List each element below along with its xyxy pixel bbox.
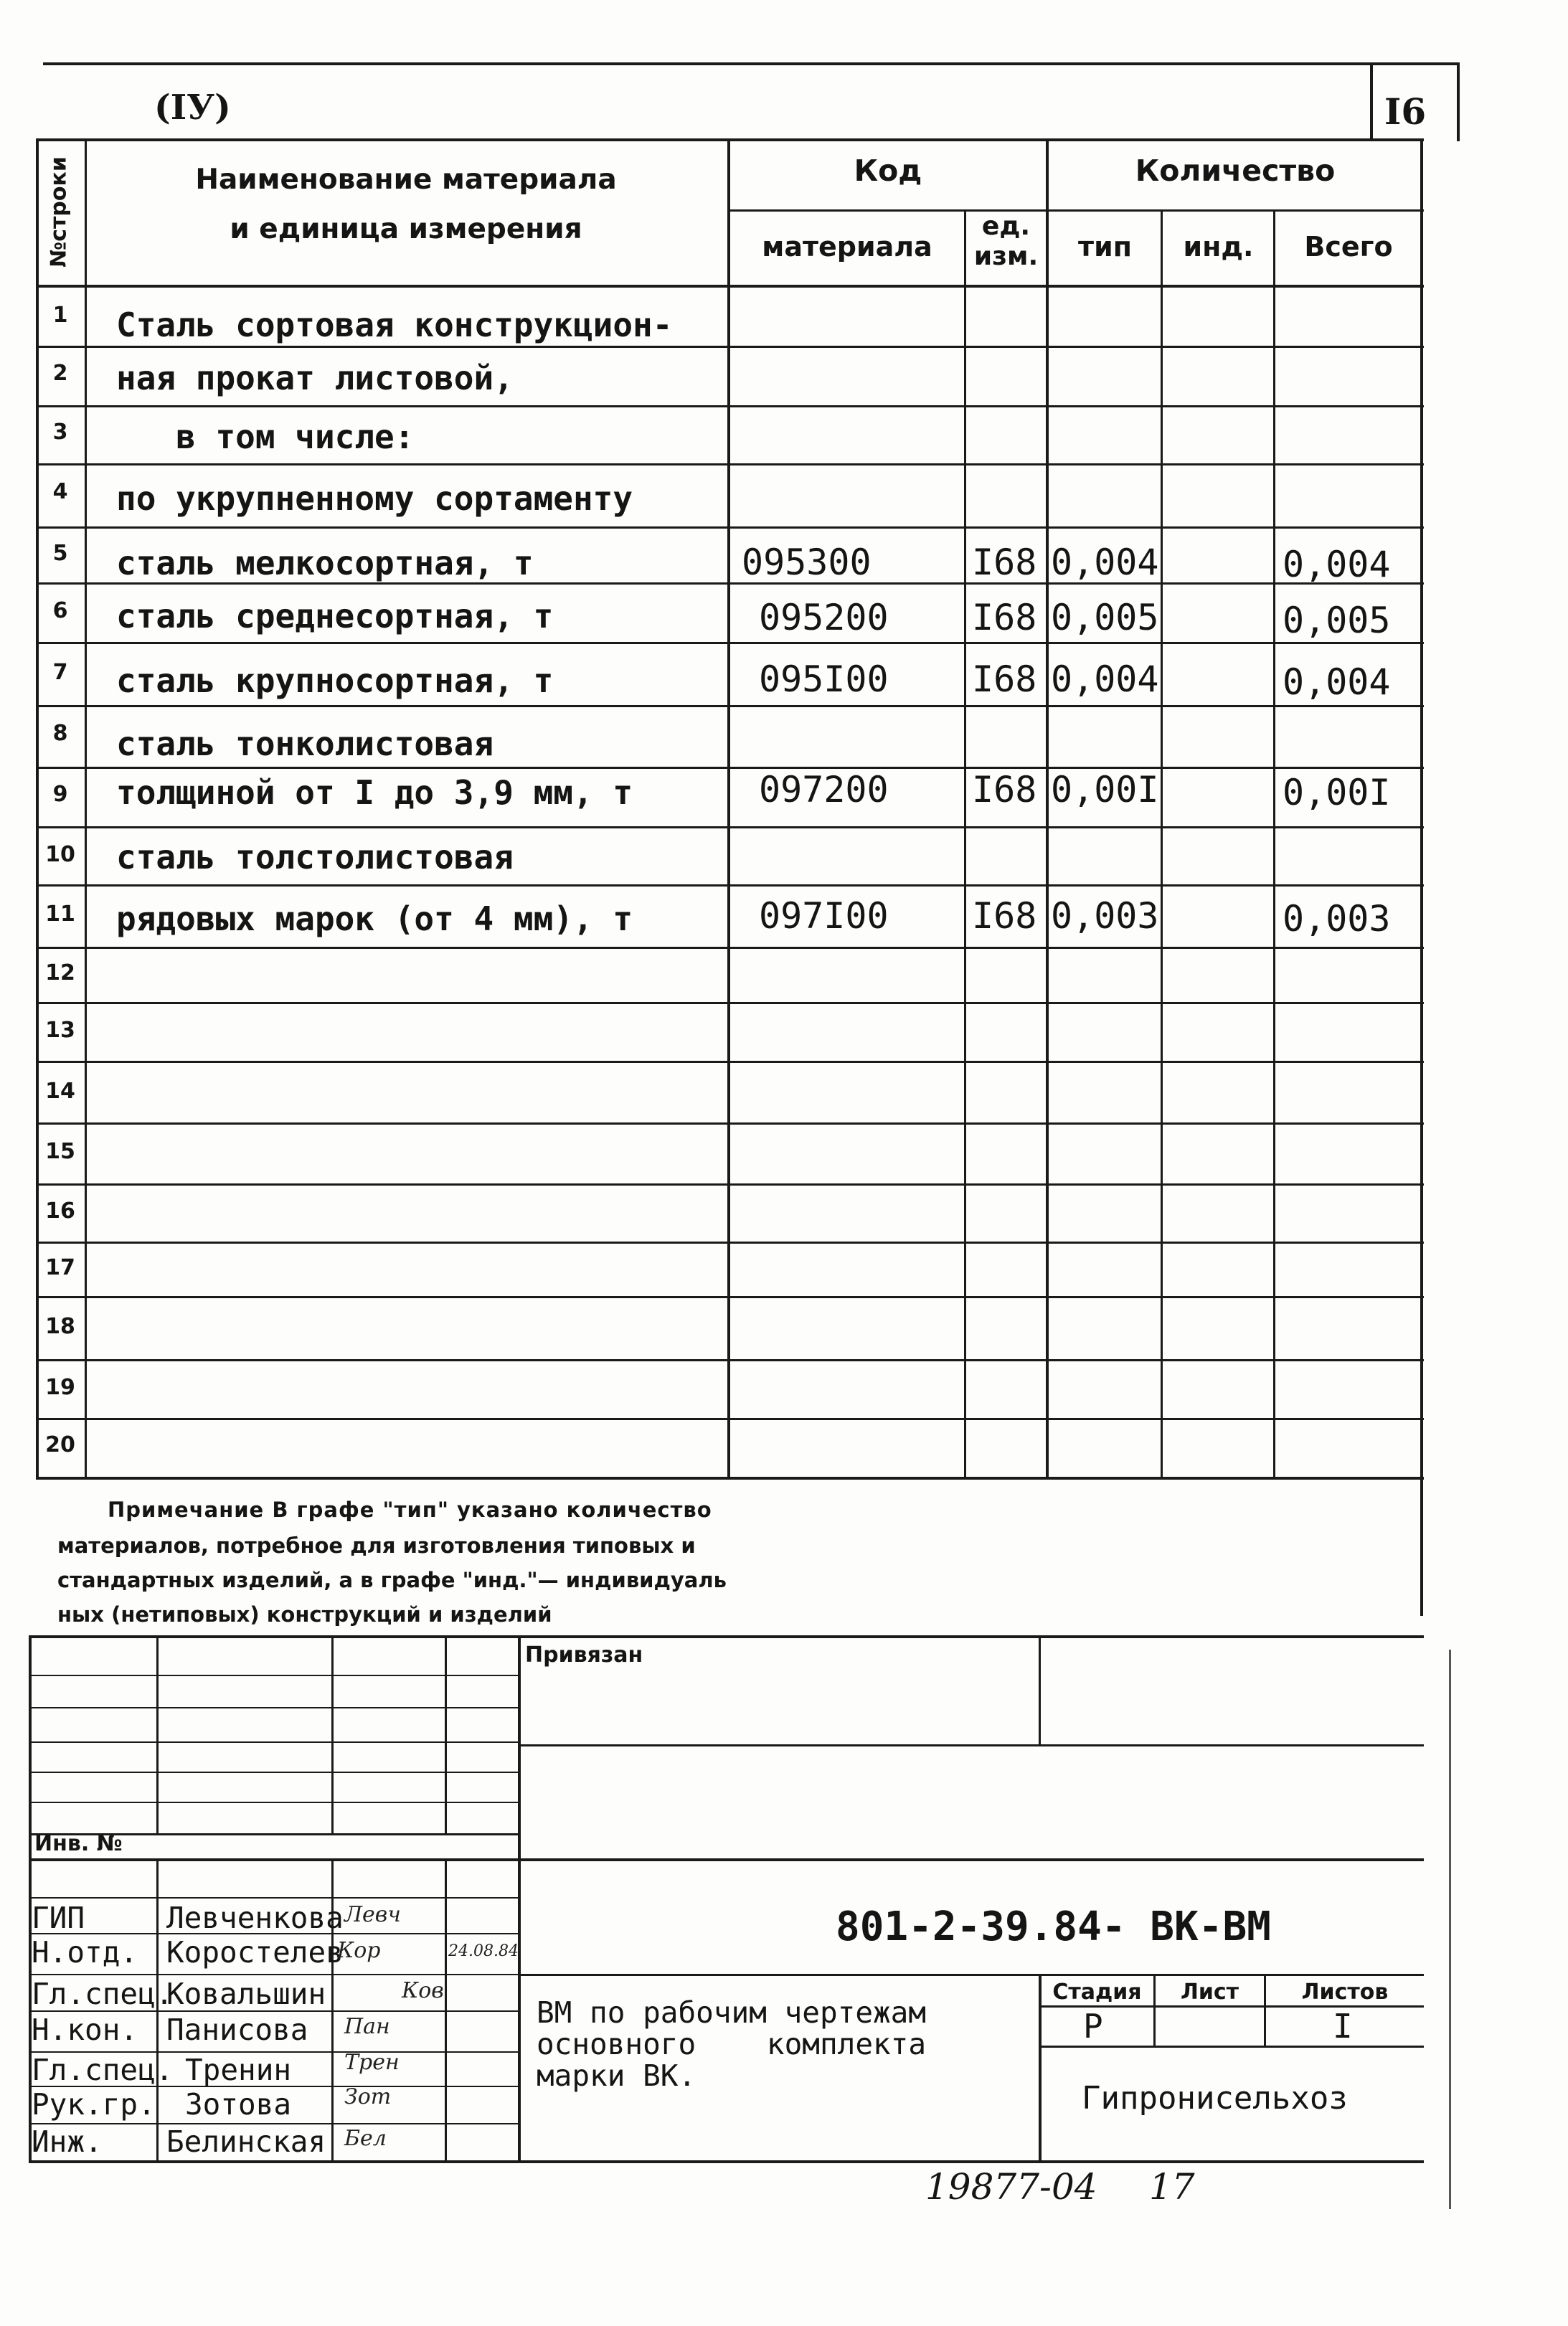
note-line-1: Примечание В графе "тип" указано количество xyxy=(108,1498,712,1522)
staff-date: 24.08.84 xyxy=(448,1942,519,1960)
doc-title-line-1: ВМ по рабочим чертежам xyxy=(537,1995,927,2030)
unit-subheader-line1: ед. xyxy=(981,212,1031,241)
scan-edge xyxy=(1449,1650,1451,2209)
stage-value: Р xyxy=(1083,2007,1103,2046)
row-number: 8 xyxy=(52,721,68,746)
unit-code: I68 xyxy=(972,658,1037,700)
row-number: 4 xyxy=(52,479,68,504)
row-line xyxy=(36,1296,1424,1298)
sheets-label: Листов xyxy=(1301,1980,1389,2005)
row-number: 1 xyxy=(52,303,68,328)
staff-role: Инж. xyxy=(32,2124,103,2159)
row-number: 19 xyxy=(45,1375,75,1400)
organization: Гипронисельхоз xyxy=(1082,2080,1348,2117)
material-name: по укрупненному сортаменту xyxy=(116,479,633,518)
note-line-2: материалов, потребное для изготовления типовых и xyxy=(57,1533,696,1558)
row-line xyxy=(36,705,1424,707)
qty-total: 0,004 xyxy=(1283,544,1391,585)
row-number: 6 xyxy=(52,598,68,623)
material-name: ная прокат листовой, xyxy=(116,359,514,397)
row-number: 18 xyxy=(45,1314,75,1339)
qty-total: 0,00I xyxy=(1283,772,1391,813)
top-border xyxy=(43,62,1460,65)
staff-signature: Пан xyxy=(344,2014,390,2039)
staff-signature: Ков xyxy=(402,1978,444,2003)
row-number: 13 xyxy=(45,1018,75,1043)
doc-title-line-3: марки ВК. xyxy=(537,2058,696,2093)
sheets-value: I xyxy=(1333,2007,1353,2046)
qty-type: 0,003 xyxy=(1051,895,1159,937)
archive-sheet: 17 xyxy=(1149,2166,1195,2208)
row-line xyxy=(36,405,1424,407)
tb-attached-bottom xyxy=(518,1744,1424,1746)
tb-top-line xyxy=(29,1635,1424,1638)
material-name: сталь тонколистовая xyxy=(116,724,494,763)
tb-grid-line xyxy=(29,1974,520,1975)
row-number: 17 xyxy=(45,1255,75,1280)
tb-stage-bottom xyxy=(1039,2046,1424,2048)
tb-grid-line xyxy=(29,1858,1424,1861)
row-number: 7 xyxy=(52,660,68,685)
tb-bottom-line xyxy=(29,2160,1424,2163)
row-line xyxy=(36,642,1424,644)
qty-type: 0,00I xyxy=(1051,769,1159,810)
qty-type: 0,005 xyxy=(1051,597,1159,638)
ind-col-line xyxy=(1273,209,1275,1480)
unit-code: I68 xyxy=(972,597,1037,638)
note-line-3: стандартных изделий, а в графе "инд."— индивидуаль xyxy=(57,1568,727,1592)
unit-code: I68 xyxy=(972,895,1037,937)
unit-code: I68 xyxy=(972,769,1037,810)
staff-name: Левченкова xyxy=(166,1901,344,1935)
material-code: 095300 xyxy=(742,542,872,583)
qty-type: 0,004 xyxy=(1051,542,1159,583)
staff-role: Гл.спец. xyxy=(32,2053,174,2087)
page-number-box-left xyxy=(1370,62,1373,141)
section-label: (IУ) xyxy=(154,88,231,128)
archive-number: 19877-04 xyxy=(925,2166,1097,2208)
row-line xyxy=(36,463,1424,465)
row-line xyxy=(36,1183,1424,1186)
row-line xyxy=(36,826,1424,828)
material-code: 097200 xyxy=(759,769,889,810)
row-line xyxy=(36,767,1424,769)
staff-signature: Левч xyxy=(344,1902,401,1927)
unit-code: I68 xyxy=(972,542,1037,583)
tb-grid-line xyxy=(29,1741,520,1743)
material-name: сталь толстолистовая xyxy=(116,838,514,876)
table-right-line xyxy=(1420,138,1423,1616)
row-number: 14 xyxy=(45,1079,75,1104)
name-header-line1: Наименование материала xyxy=(195,164,617,196)
staff-name: Белинская xyxy=(166,2124,326,2159)
staff-role: Гл.спец. xyxy=(32,1977,174,2011)
material-code: 097I00 xyxy=(759,895,889,937)
row-line xyxy=(36,1418,1424,1420)
row-number: 2 xyxy=(52,361,68,386)
tb-grid-line xyxy=(331,1635,334,1835)
staff-name: Коростелев xyxy=(166,1935,344,1970)
tb-grid-line xyxy=(29,1772,520,1773)
qty-type: 0,004 xyxy=(1051,658,1159,700)
qty-header: Количество xyxy=(1135,153,1336,188)
attached-label: Привязан xyxy=(525,1642,643,1668)
name-header-line2: и единица измерения xyxy=(230,213,582,245)
tb-grid-line xyxy=(156,1635,159,1835)
row-number: 15 xyxy=(45,1139,75,1164)
type-subheader: тип xyxy=(1078,231,1132,263)
row-line xyxy=(36,1122,1424,1125)
row-number: 20 xyxy=(45,1432,75,1457)
staff-name: Зотова xyxy=(185,2087,292,2122)
inv-label: Инв. № xyxy=(34,1831,123,1856)
sheet-label: Лист xyxy=(1180,1980,1239,2005)
row-number: 11 xyxy=(45,902,75,927)
unit-col-line xyxy=(1046,138,1049,1480)
page-number-box-right xyxy=(1457,62,1460,141)
row-number: 12 xyxy=(45,960,75,985)
row-number: 10 xyxy=(45,842,75,867)
row-line xyxy=(36,1359,1424,1361)
material-name: Сталь сортовая конструкцион- xyxy=(116,306,673,344)
row-number: 9 xyxy=(52,782,68,807)
staff-role: Рук.гр. xyxy=(32,2087,156,2122)
staff-signature: Бел xyxy=(344,2126,387,2151)
material-name: в том числе: xyxy=(116,417,415,456)
qty-total: 0,003 xyxy=(1283,898,1391,940)
tb-grid-line xyxy=(29,1897,520,1899)
doc-title-line-2: основного комплекта xyxy=(537,2027,927,2061)
tb-grid-line xyxy=(29,1802,520,1803)
staff-signature: Кор xyxy=(337,1938,381,1963)
row-line xyxy=(36,582,1424,585)
ind-subheader: инд. xyxy=(1183,231,1254,263)
tb-code-bottom xyxy=(518,1974,1424,1976)
staff-name: Ковальшин xyxy=(166,1977,326,2011)
table-bottom-line xyxy=(36,1477,1424,1480)
row-number: 3 xyxy=(52,420,68,445)
rowno-header xyxy=(29,156,93,268)
row-line xyxy=(36,1061,1424,1063)
row-line xyxy=(36,526,1424,529)
staff-name: Панисова xyxy=(166,2013,308,2047)
name-col-line xyxy=(727,138,730,1480)
material-col-line xyxy=(964,209,966,1480)
qty-total: 0,005 xyxy=(1283,600,1391,641)
material-subheader: материала xyxy=(762,231,932,263)
material-name: сталь среднесортная, т xyxy=(116,597,554,635)
doc-code: 801-2-39.84- ВК-ВМ xyxy=(836,1904,1271,1950)
staff-role: ГИП xyxy=(32,1901,85,1935)
code-header: Код xyxy=(854,153,922,188)
row-line xyxy=(36,1002,1424,1004)
material-name: рядовых марок (от 4 мм), т xyxy=(116,899,633,938)
stage-label: Стадия xyxy=(1052,1980,1142,2005)
material-name: толщиной от I до 3,9 мм, т xyxy=(116,773,633,812)
total-subheader: Всего xyxy=(1304,231,1393,263)
material-name: сталь крупносортная, т xyxy=(116,661,554,700)
header-mid-line xyxy=(729,209,1424,212)
material-code: 095200 xyxy=(759,597,889,638)
staff-signature: Зот xyxy=(344,2084,392,2109)
rowno-header-text: №строки xyxy=(46,156,72,268)
tb-grid-line xyxy=(29,1675,520,1676)
staff-role: Н.отд. xyxy=(32,1935,138,1970)
page-number: I6 xyxy=(1384,90,1427,133)
tb-grid-line xyxy=(29,1707,520,1708)
row-line xyxy=(36,947,1424,949)
material-code: 095I00 xyxy=(759,658,889,700)
row-line xyxy=(36,1242,1424,1244)
tb-grid-line xyxy=(445,1635,447,1835)
note-line-4: ных (нетиповых) конструкций и изделий xyxy=(57,1602,552,1627)
unit-subheader-line2: изм. xyxy=(973,242,1039,271)
row-line xyxy=(36,346,1424,348)
material-name: сталь мелкосортная, т xyxy=(116,544,534,582)
qty-total: 0,004 xyxy=(1283,661,1391,703)
tb-attached-divider xyxy=(1039,1635,1041,1746)
rowno-col-line xyxy=(85,138,87,1480)
tb-main-divider xyxy=(518,1635,521,2162)
staff-name: Тренин xyxy=(185,2053,292,2087)
staff-signature: Трен xyxy=(344,2050,400,2075)
row-number: 5 xyxy=(52,541,68,566)
staff-role: Н.кон. xyxy=(32,2013,138,2047)
row-number: 16 xyxy=(45,1199,75,1224)
type-col-line xyxy=(1161,209,1163,1480)
row-line xyxy=(36,884,1424,887)
